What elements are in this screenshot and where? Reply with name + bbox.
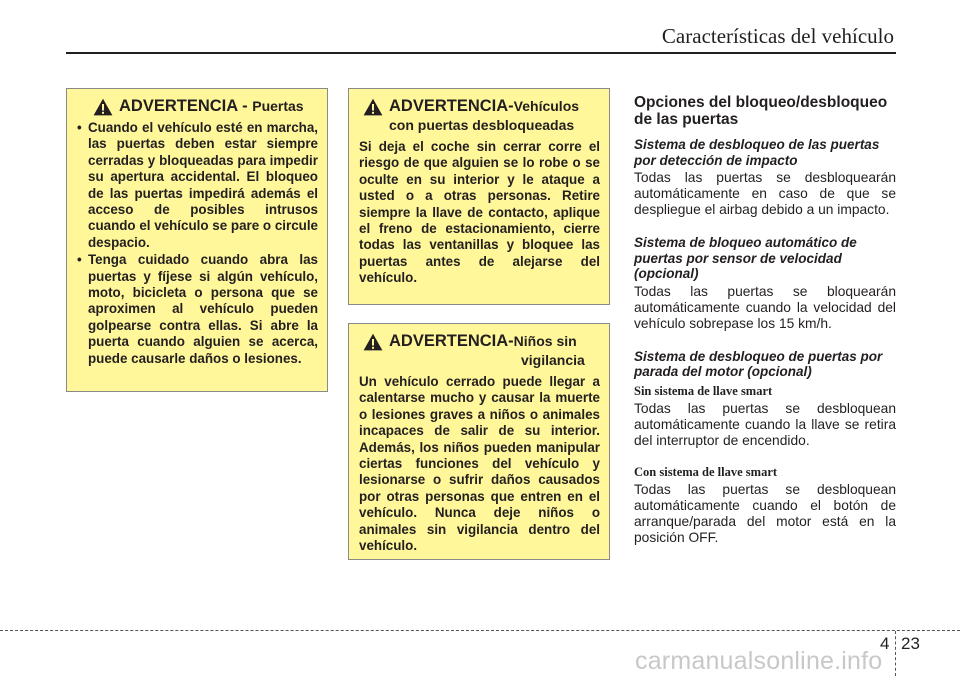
footer-dashed-rule xyxy=(0,630,960,631)
warning-heading xyxy=(77,97,318,116)
warning-text: Un vehículo cerrado puede llegar a calentarse mucho y causar la muerte o lesiones graves a niños o animales incapaces de salir de su interior. Además, los niños pueden manipular ciertas funciones del vehículo y lesionarse o sufrir daños causados por otras personas que entren en el vehículo. Nunca deje niños o animales sin vigilancia dentro del vehículo. xyxy=(359,374,600,554)
warning-heading xyxy=(359,332,600,370)
warning-heading xyxy=(359,97,600,135)
warning-title: ADVERTENCIA- xyxy=(389,97,514,115)
speed-lock-text: Todas las puertas se bloquearán automáticamente cuando la velocidad del vehículo sobrepase los 15 km/h. xyxy=(634,283,896,331)
section-title: Opciones del bloqueo/desbloqueo de las puertas xyxy=(634,94,888,128)
warning-triangle-icon xyxy=(93,98,113,116)
no-smart-key-text: Todas las puertas se desbloquean automáticamente cuando la llave se retira del interruptor de encendido. xyxy=(634,400,896,448)
smart-key-label: Con sistema de llave smart xyxy=(634,464,778,479)
warning-subtitle-line2: con puertas desbloqueadas xyxy=(389,117,575,133)
door-lock-options-section xyxy=(634,95,896,546)
warning-triangle-icon xyxy=(363,98,383,116)
warning-item: • Tenga cuidado cuando abra las puertas y fíjese si algún vehículo, moto, bicicleta o persona que se aproximen al vehículo pueden golpearse contra ellas. Si abre la puerta cuando alguien se acerca, puede causarle daños o lesiones. xyxy=(77,252,318,367)
warning-box-doors xyxy=(66,88,328,392)
warning-box-unlocked-vehicles xyxy=(348,88,610,305)
engine-stop-unlock-title: Sistema de desbloqueo de puertas por parada del motor (opcional) xyxy=(634,348,883,379)
warning-subtitle: Niños sin xyxy=(513,333,577,349)
warning-subtitle-line2: vigilancia xyxy=(521,352,585,368)
speed-lock-title: Sistema de bloqueo automático de puertas por sensor de velocidad (opcional) xyxy=(634,235,857,281)
chapter-number: 4 xyxy=(880,634,890,653)
warning-item: • Cuando el vehículo esté en marcha, las puertas deben estar siempre cerradas y bloqueadas para impedir su apertura accidental. El bloqueo de las puertas impedirá además el acceso de posibles intrusos cuando el vehículo se pare o circule despacio. xyxy=(77,120,318,251)
warning-box-unattended-children xyxy=(348,323,610,560)
warning-subtitle: Vehículos xyxy=(513,98,580,114)
crash-unlock-text: Todas las puertas se desbloquearán automáticamente en caso de que se despliegue el airbag debido a un impacto. xyxy=(634,170,896,217)
section-header-title: Características del vehículo xyxy=(661,24,894,48)
no-smart-key-label: Sin sistema de llave smart xyxy=(634,383,773,398)
page-number: 23 xyxy=(901,634,920,653)
warning-title: ADVERTENCIA- xyxy=(389,332,514,350)
warning-title: ADVERTENCIA - xyxy=(119,97,253,115)
smart-key-text: Todas las puertas se desbloquean automáticamente cuando el botón de arranque/parada del motor está en la posición OFF. xyxy=(634,481,896,545)
watermark: carmanualsonline.info xyxy=(635,647,883,675)
warning-triangle-icon xyxy=(363,333,383,351)
crash-unlock-title: Sistema de desbloqueo de las puertas por detección de impacto xyxy=(634,137,880,168)
header-rule xyxy=(66,52,896,54)
warning-subtitle: Puertas xyxy=(252,98,304,114)
warning-text: Si deja el coche sin cerrar corre el riesgo de que alguien se lo robe o se oculte en su interior y le ataque a usted o a otras personas. Retire siempre la llave de contacto, aplique el freno de estacionamiento, cierre todas las ventanillas y bloquee las puertas antes de alejarse del vehículo. xyxy=(359,139,600,286)
warning-list xyxy=(77,120,318,367)
page-number-divider xyxy=(895,631,896,676)
